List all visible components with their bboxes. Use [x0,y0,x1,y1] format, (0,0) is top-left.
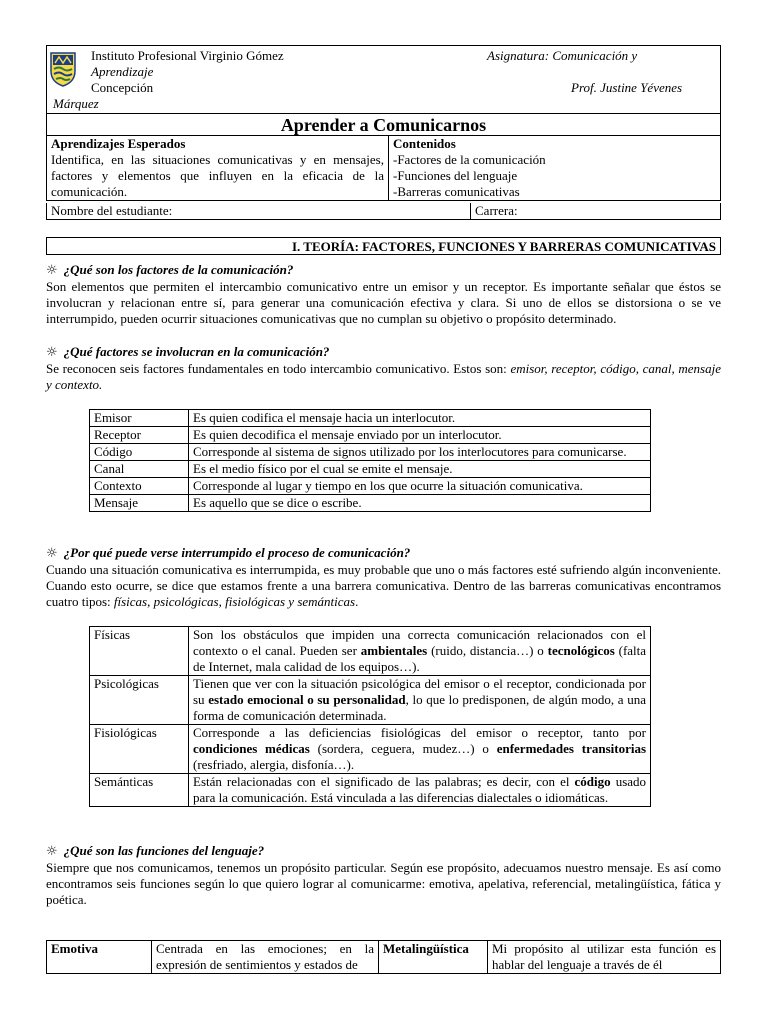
section-factors-list [46,344,721,393]
table-row [90,461,651,478]
professor-label-cont: Márquez [53,96,99,111]
sun-icon: ☼ [46,263,58,278]
barrier-name: Fisiológicas [90,725,189,774]
section-factors-definition [46,262,721,327]
table-row [90,676,651,725]
table-row [90,725,651,774]
student-table [46,203,721,220]
sun-icon: ☼ [46,345,58,360]
paragraph-italic: emisor, receptor, código, canal, mensaje y contexto. [46,361,722,392]
sun-icon: ☼ [46,844,58,859]
factor-name: Receptor [90,427,189,444]
table-row [90,774,651,807]
contents-label: Contenidos [393,136,456,151]
page-title: Aprender a Comunicarnos [46,114,721,136]
document-header [46,45,721,114]
question-heading: ¿Qué son las funciones del lenguaje? [63,843,265,858]
paragraph: Cuando una situación comunicativa es interrumpida, es muy probable que uno o más factores esté sufriendo algún inconveniente. Cuando esto ocurre, se dice que estamos frente a una barrera comunicativa. Dentro de las barreras comunicativas encontramos cuatro tipos: [46,562,721,609]
city-label: Concepción [91,80,154,95]
contents-item: -Factores de la comunicación [393,152,546,167]
professor-label: Prof. Justine Yévenes [571,80,683,95]
factor-name: Canal [90,461,189,478]
table-row [90,427,651,444]
function-name: Emotiva [47,941,152,974]
barrier-name: Físicas [90,627,189,676]
question-heading: ¿Qué factores se involucran en la comunicación? [63,344,330,359]
factor-desc: Es quien decodifica el mensaje enviado por un interlocutor. [189,427,651,444]
info-table [46,136,721,201]
expected-learning-cell [47,136,389,201]
expected-learning-text: Identifica, en las situaciones comunicativas y en mensajes, factores y elementos que influyen en la eficacia de la comunicación. [51,152,384,199]
paragraph: Se reconocen seis factores fundamentales en todo intercambio comunicativo. Estos son: [46,361,507,376]
barrier-name: Semánticas [90,774,189,807]
paragraph: Siempre que nos comunicamos, tenemos un propósito particular. Según ese propósito, adecuamos nuestro mensaje. Es así como encontramos seis funciones según lo que quiero lograr al comunicarme: emotiva, apelativa, referencial, metalingüística, fática y poética. [46,860,721,907]
table-row [47,941,721,974]
student-name-field[interactable]: Nombre del estudiante: [47,203,471,220]
function-desc: Mi propósito al utilizar esta función es hablar del lenguaje a través de él [488,941,721,974]
function-desc: Centrada en las emociones; en la expresión de sentimientos y estados de [152,941,379,974]
factor-name: Emisor [90,410,189,427]
contents-item: -Funciones del lenguaje [393,168,518,183]
factor-name: Código [90,444,189,461]
paragraph-end: . [355,594,359,609]
table-row [90,410,651,427]
factor-desc: Es aquello que se dice o escribe. [189,495,651,512]
factor-desc: Es el medio físico por el cual se emite el mensaje. [189,461,651,478]
section-barriers [46,545,721,610]
subject-label-cont: Aprendizaje [91,64,154,79]
contents-cell [389,136,721,201]
table-row [90,627,651,676]
contents-item: -Barreras comunicativas [393,184,520,199]
factors-table [89,409,651,512]
subject-label: Asignatura: Comunicación y [487,48,638,63]
functions-table [46,940,721,974]
factor-name: Contexto [90,478,189,495]
section-functions [46,843,721,908]
institution-logo-icon [49,51,77,87]
sun-icon: ☼ [46,546,58,561]
table-row [90,478,651,495]
barrier-desc: Tienen que ver con la situación psicológica del emisor o el receptor, condicionada por su estado emocional o su personalidad, lo que lo predisponen, de algún modo, a una forma de comunicación determinada. [189,676,651,725]
expected-learning-label: Aprendizajes Esperados [51,136,186,151]
section-banner: I. TEORÍA: FACTORES, FUNCIONES Y BARRERAS COMUNICATIVAS [46,237,721,255]
factor-desc: Corresponde al sistema de signos utilizado por los interlocutores para comunicarse. [189,444,651,461]
barrier-desc: Son los obstáculos que impiden una correcta comunicación relacionados con el contexto o el canal. Pueden ser ambientales (ruido, distancia…) o tecnológicos (falta de Internet, mala calidad de los equipos…). [189,627,651,676]
barriers-table [89,626,651,807]
factor-desc: Corresponde al lugar y tiempo en los que ocurre la situación comunicativa. [189,478,651,495]
function-name: Metalingüística [379,941,488,974]
barrier-desc: Están relacionadas con el significado de las palabras; es decir, con el código usado para la comunicación. Está vinculada a las diferencias dialectales o idiomáticas. [189,774,651,807]
question-heading: ¿Por qué puede verse interrumpido el proceso de comunicación? [63,545,411,560]
barrier-desc: Corresponde a las deficiencias fisiológicas del emisor o receptor, tanto por condiciones médicas (sordera, ceguera, mudez…) o enfermedades transitorias (resfriado, alergia, disfonía…). [189,725,651,774]
paragraph: Son elementos que permiten el intercambio comunicativo entre un emisor y un receptor. Es importante señalar que éstos se involucran y relacionan entre sí, para generar una comunicación efectiva y clara. Si uno de ellos se distorsiona o se ve interrumpido, pueden ocurrir situaciones comunicativas que no cumplan su objetivo o propósito determinado. [46,279,721,326]
question-heading: ¿Qué son los factores de la comunicación? [63,262,294,277]
paragraph-italic: físicas, psicológicas, fisiológicas y semánticas [113,594,356,609]
table-row [90,495,651,512]
career-field[interactable]: Carrera: [471,203,721,220]
table-row [90,444,651,461]
factor-name: Mensaje [90,495,189,512]
factor-desc: Es quien codifica el mensaje hacia un interlocutor. [189,410,651,427]
barrier-name: Psicológicas [90,676,189,725]
institution-name: Instituto Profesional Virginio Gómez [91,48,284,63]
